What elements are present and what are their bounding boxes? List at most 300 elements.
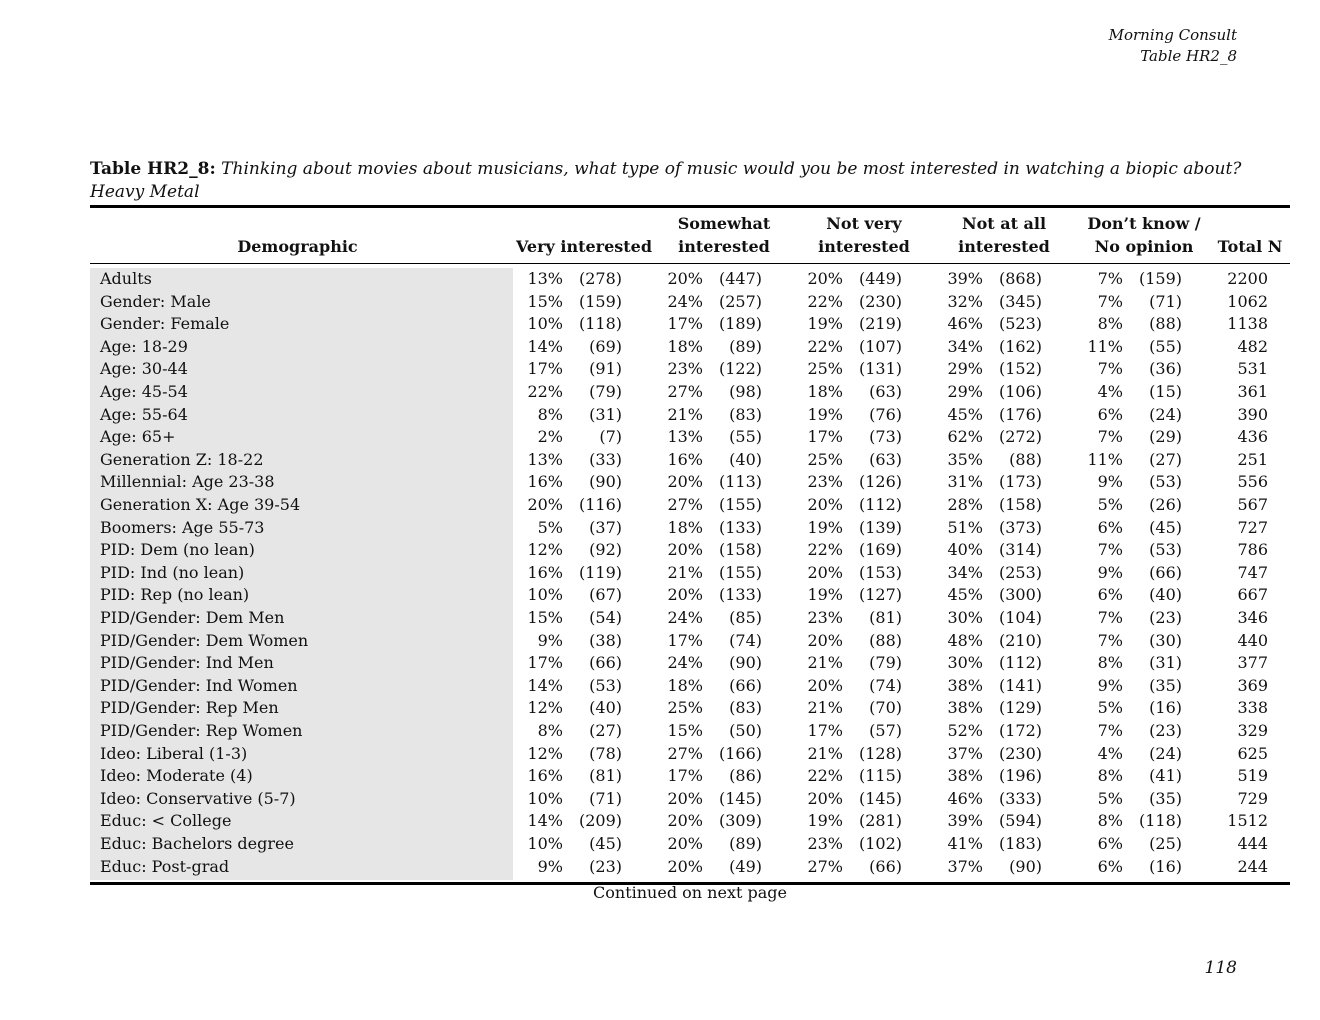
percent-cell: 23% — [807, 472, 843, 492]
row-label: Educ: < College — [100, 811, 232, 831]
count-cell: (90) — [729, 653, 762, 673]
count-cell: (15) — [1149, 382, 1182, 401]
table-row — [90, 336, 1290, 359]
count-cell: (278) — [578, 269, 622, 288]
count-cell: (16) — [1149, 698, 1182, 718]
count-cell: (309) — [718, 811, 762, 831]
count-cell: (145) — [718, 788, 762, 808]
count-cell: (33) — [589, 449, 622, 469]
count-cell: (23) — [589, 856, 622, 876]
table-row — [90, 313, 1290, 336]
total-n-cell: 2200 — [1227, 269, 1268, 288]
percent-cell: 10% — [527, 788, 563, 808]
row-label: PID: Dem (no lean) — [100, 540, 255, 560]
table-row — [90, 494, 1290, 517]
percent-cell: 20% — [807, 495, 843, 514]
count-cell: (71) — [589, 788, 622, 808]
table-row — [90, 539, 1290, 562]
percent-cell: 17% — [527, 653, 563, 673]
percent-cell: 19% — [807, 585, 843, 605]
count-cell: (45) — [589, 834, 622, 853]
total-n-cell: 729 — [1237, 788, 1268, 808]
percent-cell: 7% — [1097, 359, 1123, 379]
row-label: Ideo: Conservative (5-7) — [100, 788, 296, 808]
count-cell: (118) — [1138, 811, 1182, 831]
percent-cell: 7% — [1097, 630, 1123, 650]
percent-cell: 20% — [807, 269, 843, 288]
total-n-cell: 1512 — [1227, 811, 1268, 831]
total-n-cell: 667 — [1237, 585, 1268, 605]
percent-cell: 28% — [947, 495, 983, 514]
count-cell: (176) — [998, 404, 1042, 424]
percent-cell: 32% — [947, 291, 983, 311]
page-number: 118 — [1204, 958, 1237, 978]
header-table-id: Table HR2_8 — [1140, 47, 1237, 65]
count-cell: (91) — [589, 359, 622, 379]
percent-cell: 52% — [947, 721, 983, 740]
count-cell: (155) — [718, 495, 762, 514]
count-cell: (868) — [998, 269, 1042, 288]
percent-cell: 5% — [1097, 788, 1123, 808]
percent-cell: 15% — [527, 291, 563, 311]
count-cell: (219) — [858, 314, 902, 334]
table-row — [90, 449, 1290, 472]
percent-cell: 13% — [667, 427, 703, 447]
count-cell: (23) — [1149, 608, 1182, 627]
total-n-cell: 1138 — [1227, 314, 1268, 334]
col-header-total-n: Total N — [1217, 237, 1283, 256]
percent-cell: 7% — [1097, 291, 1123, 311]
percent-cell: 45% — [947, 404, 983, 424]
row-label: Age: 45-54 — [100, 382, 188, 401]
percent-cell: 15% — [667, 721, 703, 740]
total-n-cell: 346 — [1237, 608, 1268, 627]
col-header-line: Not at all — [961, 214, 1047, 233]
table-title — [90, 158, 1290, 204]
table-row — [90, 720, 1290, 743]
row-label: Gender: Male — [100, 291, 211, 311]
count-cell: (49) — [729, 856, 762, 876]
header-rule — [90, 263, 1290, 264]
table-row — [90, 404, 1290, 427]
count-cell: (89) — [729, 336, 762, 356]
percent-cell: 10% — [527, 585, 563, 605]
count-cell: (210) — [998, 630, 1042, 650]
percent-cell: 5% — [537, 517, 563, 537]
percent-cell: 20% — [667, 540, 703, 560]
count-cell: (63) — [869, 449, 902, 469]
count-cell: (88) — [869, 630, 902, 650]
percent-cell: 17% — [667, 314, 703, 334]
percent-cell: 23% — [667, 359, 703, 379]
count-cell: (83) — [729, 698, 762, 718]
row-label: Boomers: Age 55-73 — [100, 517, 265, 537]
percent-cell: 16% — [527, 562, 563, 582]
percent-cell: 20% — [667, 585, 703, 605]
percent-cell: 9% — [537, 856, 563, 876]
col-header-line: Not very — [826, 214, 902, 233]
count-cell: (166) — [718, 743, 762, 763]
total-n-cell: 482 — [1237, 336, 1268, 356]
percent-cell: 9% — [537, 630, 563, 650]
total-n-cell: 531 — [1237, 359, 1268, 379]
percent-cell: 6% — [1097, 585, 1123, 605]
count-cell: (253) — [998, 562, 1042, 582]
percent-cell: 38% — [947, 766, 983, 786]
count-cell: (230) — [998, 743, 1042, 763]
row-label: PID/Gender: Ind Men — [100, 653, 274, 673]
percent-cell: 21% — [807, 698, 843, 718]
percent-cell: 30% — [947, 608, 983, 627]
percent-cell: 38% — [947, 675, 983, 695]
count-cell: (145) — [858, 788, 902, 808]
table-row — [90, 697, 1290, 720]
count-cell: (196) — [998, 766, 1042, 786]
count-cell: (31) — [1149, 653, 1182, 673]
total-n-cell: 556 — [1237, 472, 1268, 492]
count-cell: (159) — [578, 291, 622, 311]
total-n-cell: 377 — [1237, 653, 1268, 673]
count-cell: (29) — [1149, 427, 1182, 447]
percent-cell: 13% — [527, 449, 563, 469]
col-header-not-very-interested — [794, 212, 934, 258]
count-cell: (45) — [1149, 517, 1182, 537]
count-cell: (92) — [589, 540, 622, 560]
count-cell: (86) — [729, 766, 762, 786]
percent-cell: 27% — [667, 382, 703, 401]
row-label: Gender: Female — [100, 314, 230, 334]
count-cell: (54) — [589, 608, 622, 627]
count-cell: (24) — [1149, 404, 1182, 424]
percent-cell: 19% — [807, 517, 843, 537]
percent-cell: 46% — [947, 788, 983, 808]
page-header — [1109, 25, 1237, 67]
table-row — [90, 268, 1290, 291]
count-cell: (16) — [1149, 856, 1182, 876]
percent-cell: 29% — [947, 382, 983, 401]
count-cell: (104) — [998, 608, 1042, 627]
count-cell: (141) — [998, 675, 1042, 695]
count-cell: (116) — [578, 495, 622, 514]
table-row — [90, 833, 1290, 856]
count-cell: (300) — [998, 585, 1042, 605]
percent-cell: 20% — [807, 675, 843, 695]
percent-cell: 9% — [1097, 562, 1123, 582]
percent-cell: 21% — [807, 653, 843, 673]
table-row — [90, 291, 1290, 314]
row-label: Generation Z: 18-22 — [100, 449, 264, 469]
count-cell: (57) — [869, 721, 902, 740]
table-label: Table HR2_8: — [90, 159, 216, 179]
table-row — [90, 358, 1290, 381]
percent-cell: 4% — [1097, 743, 1123, 763]
percent-cell: 23% — [807, 834, 843, 853]
count-cell: (314) — [998, 540, 1042, 560]
count-cell: (106) — [998, 382, 1042, 401]
percent-cell: 6% — [1097, 834, 1123, 853]
percent-cell: 7% — [1097, 608, 1123, 627]
table-row — [90, 584, 1290, 607]
percent-cell: 11% — [1087, 449, 1123, 469]
count-cell: (27) — [1149, 449, 1182, 469]
table-question: Thinking about movies about musicians, what type of music would you be most interested in watching a biopic about? — [221, 159, 1242, 179]
count-cell: (30) — [1149, 630, 1182, 650]
percent-cell: 2% — [537, 427, 563, 447]
count-cell: (115) — [858, 766, 902, 786]
count-cell: (90) — [1009, 856, 1042, 876]
total-n-cell: 369 — [1237, 675, 1268, 695]
percent-cell: 21% — [667, 562, 703, 582]
count-cell: (27) — [589, 721, 622, 740]
count-cell: (23) — [1149, 721, 1182, 740]
row-label: Age: 18-29 — [100, 336, 188, 356]
count-cell: (40) — [729, 449, 762, 469]
count-cell: (31) — [589, 404, 622, 424]
col-header-dont-know — [1074, 212, 1214, 258]
percent-cell: 31% — [947, 472, 983, 492]
row-label: Ideo: Liberal (1-3) — [100, 743, 248, 763]
row-label: PID: Ind (no lean) — [100, 562, 245, 582]
col-header-demographic: Demographic — [237, 237, 358, 256]
count-cell: (127) — [858, 585, 902, 605]
percent-cell: 15% — [527, 608, 563, 627]
percent-cell: 6% — [1097, 517, 1123, 537]
percent-cell: 20% — [667, 788, 703, 808]
percent-cell: 25% — [667, 698, 703, 718]
percent-cell: 20% — [667, 834, 703, 853]
count-cell: (70) — [869, 698, 902, 718]
count-cell: (66) — [589, 653, 622, 673]
percent-cell: 16% — [527, 472, 563, 492]
row-label: PID/Gender: Dem Women — [100, 630, 309, 650]
count-cell: (112) — [998, 653, 1042, 673]
percent-cell: 17% — [807, 721, 843, 740]
percent-cell: 48% — [947, 630, 983, 650]
percent-cell: 10% — [527, 314, 563, 334]
percent-cell: 21% — [667, 404, 703, 424]
percent-cell: 51% — [947, 517, 983, 537]
percent-cell: 20% — [527, 495, 563, 514]
table-row — [90, 471, 1290, 494]
percent-cell: 14% — [527, 675, 563, 695]
count-cell: (119) — [578, 562, 622, 582]
count-cell: (449) — [858, 269, 902, 288]
count-cell: (24) — [1149, 743, 1182, 763]
percent-cell: 24% — [667, 291, 703, 311]
percent-cell: 19% — [807, 314, 843, 334]
count-cell: (133) — [718, 585, 762, 605]
percent-cell: 9% — [1097, 472, 1123, 492]
table-row — [90, 607, 1290, 630]
count-cell: (155) — [718, 562, 762, 582]
row-label: Age: 30-44 — [100, 359, 188, 379]
percent-cell: 30% — [947, 653, 983, 673]
count-cell: (131) — [858, 359, 902, 379]
count-cell: (25) — [1149, 834, 1182, 853]
count-cell: (81) — [589, 766, 622, 786]
row-label: Educ: Bachelors degree — [100, 834, 294, 853]
count-cell: (55) — [729, 427, 762, 447]
percent-cell: 8% — [537, 404, 563, 424]
count-cell: (128) — [858, 743, 902, 763]
percent-cell: 20% — [667, 269, 703, 288]
table-row — [90, 562, 1290, 585]
total-n-cell: 444 — [1237, 834, 1268, 853]
count-cell: (90) — [589, 472, 622, 492]
count-cell: (158) — [718, 540, 762, 560]
count-cell: (85) — [729, 608, 762, 627]
count-cell: (118) — [578, 314, 622, 334]
count-cell: (79) — [869, 653, 902, 673]
total-n-cell: 338 — [1237, 698, 1268, 718]
percent-cell: 20% — [807, 562, 843, 582]
count-cell: (26) — [1149, 495, 1182, 514]
count-cell: (373) — [998, 517, 1042, 537]
count-cell: (169) — [858, 540, 902, 560]
percent-cell: 23% — [807, 608, 843, 627]
count-cell: (37) — [589, 517, 622, 537]
table-row — [90, 630, 1290, 653]
percent-cell: 17% — [667, 766, 703, 786]
count-cell: (112) — [858, 495, 902, 514]
count-cell: (35) — [1149, 788, 1182, 808]
percent-cell: 18% — [667, 336, 703, 356]
percent-cell: 20% — [807, 630, 843, 650]
col-header-very-interested: Very interested — [515, 237, 653, 256]
table-row — [90, 381, 1290, 404]
count-cell: (71) — [1149, 291, 1182, 311]
count-cell: (53) — [589, 675, 622, 695]
total-n-cell: 361 — [1237, 382, 1268, 401]
percent-cell: 22% — [807, 540, 843, 560]
count-cell: (79) — [589, 382, 622, 401]
total-n-cell: 390 — [1237, 404, 1268, 424]
count-cell: (172) — [998, 721, 1042, 740]
col-header-somewhat-interested — [654, 212, 794, 258]
count-cell: (159) — [1138, 269, 1182, 288]
count-cell: (35) — [1149, 675, 1182, 695]
row-label: Age: 65+ — [100, 427, 176, 447]
total-n-cell: 727 — [1237, 517, 1268, 537]
percent-cell: 45% — [947, 585, 983, 605]
percent-cell: 17% — [527, 359, 563, 379]
col-header-not-at-all-interested — [934, 212, 1074, 258]
table-row — [90, 675, 1290, 698]
percent-cell: 10% — [527, 834, 563, 853]
percent-cell: 12% — [527, 698, 563, 718]
total-n-cell: 1062 — [1227, 291, 1268, 311]
percent-cell: 25% — [807, 359, 843, 379]
total-n-cell: 251 — [1237, 449, 1268, 469]
row-label: PID/Gender: Rep Women — [100, 721, 303, 740]
percent-cell: 8% — [1097, 653, 1123, 673]
top-rule — [90, 205, 1290, 208]
col-header-line: interested — [958, 237, 1050, 256]
percent-cell: 7% — [1097, 540, 1123, 560]
total-n-cell: 440 — [1237, 630, 1268, 650]
count-cell: (102) — [858, 834, 902, 853]
row-label: Generation X: Age 39-54 — [100, 495, 301, 514]
table-row — [90, 856, 1290, 879]
count-cell: (122) — [718, 359, 762, 379]
count-cell: (7) — [599, 427, 622, 447]
percent-cell: 41% — [947, 834, 983, 853]
col-header-line: Somewhat — [677, 214, 771, 233]
percent-cell: 22% — [527, 382, 563, 401]
count-cell: (230) — [858, 291, 902, 311]
count-cell: (88) — [1009, 449, 1042, 469]
count-cell: (129) — [998, 698, 1042, 718]
count-cell: (40) — [1149, 585, 1182, 605]
table-subtitle: Heavy Metal — [90, 182, 200, 202]
percent-cell: 18% — [667, 517, 703, 537]
row-label: Millennial: Age 23-38 — [100, 472, 275, 492]
percent-cell: 13% — [527, 269, 563, 288]
percent-cell: 39% — [947, 811, 983, 831]
table-row — [90, 743, 1290, 766]
continued-note: Continued on next page — [593, 883, 787, 902]
count-cell: (78) — [589, 743, 622, 763]
percent-cell: 16% — [527, 766, 563, 786]
count-cell: (153) — [858, 562, 902, 582]
percent-cell: 7% — [1097, 427, 1123, 447]
col-header-line: interested — [818, 237, 910, 256]
percent-cell: 34% — [947, 562, 983, 582]
percent-cell: 5% — [1097, 495, 1123, 514]
total-n-cell: 567 — [1237, 495, 1268, 514]
percent-cell: 62% — [947, 427, 983, 447]
percent-cell: 19% — [807, 811, 843, 831]
percent-cell: 8% — [537, 721, 563, 740]
count-cell: (345) — [998, 291, 1042, 311]
percent-cell: 5% — [1097, 698, 1123, 718]
percent-cell: 22% — [807, 291, 843, 311]
percent-cell: 22% — [807, 336, 843, 356]
row-label: PID/Gender: Rep Men — [100, 698, 279, 718]
percent-cell: 7% — [1097, 269, 1123, 288]
percent-cell: 18% — [807, 382, 843, 401]
row-label: Educ: Post-grad — [100, 856, 230, 876]
count-cell: (113) — [718, 472, 762, 492]
percent-cell: 29% — [947, 359, 983, 379]
percent-cell: 37% — [947, 743, 983, 763]
percent-cell: 12% — [527, 743, 563, 763]
count-cell: (281) — [858, 811, 902, 831]
percent-cell: 34% — [947, 336, 983, 356]
percent-cell: 22% — [807, 766, 843, 786]
row-label: Adults — [100, 269, 152, 288]
header-source: Morning Consult — [1108, 26, 1237, 44]
count-cell: (53) — [1149, 540, 1182, 560]
table-row — [90, 788, 1290, 811]
percent-cell: 6% — [1097, 856, 1123, 876]
percent-cell: 21% — [807, 743, 843, 763]
count-cell: (89) — [729, 834, 762, 853]
count-cell: (523) — [998, 314, 1042, 334]
count-cell: (162) — [998, 336, 1042, 356]
count-cell: (73) — [869, 427, 902, 447]
count-cell: (36) — [1149, 359, 1182, 379]
percent-cell: 20% — [807, 788, 843, 808]
count-cell: (67) — [589, 585, 622, 605]
percent-cell: 17% — [807, 427, 843, 447]
count-cell: (53) — [1149, 472, 1182, 492]
count-cell: (98) — [729, 382, 762, 401]
percent-cell: 46% — [947, 314, 983, 334]
count-cell: (55) — [1149, 336, 1182, 356]
total-n-cell: 519 — [1237, 766, 1268, 786]
percent-cell: 40% — [947, 540, 983, 560]
